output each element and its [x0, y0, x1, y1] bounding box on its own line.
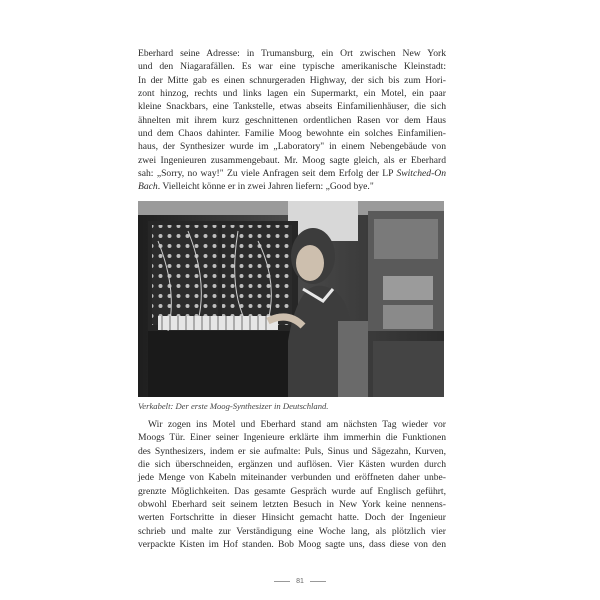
- photo-moog-synthesizer: [138, 201, 444, 397]
- text-line: Moogs Tür. Einer seiner Ingenieure erklärte ihm immerhin die Funktionen: [138, 432, 446, 444]
- book-title-italic: Switched-On: [396, 168, 446, 180]
- text-line: und den Niagarafällen. Es war eine typische amerikanische Kleinstadt:: [138, 61, 446, 73]
- text-line: obwohl Eberhard seit seinem letzten Besuch in New York keine nennens-: [138, 499, 446, 511]
- text-line: kleine Snackbars, eine Tankstelle, etwas abseits Einfamilienhäuser, die sich: [138, 101, 446, 113]
- text-line: verpackte Kisten im Hof standen. Bob Moog sagte uns, dass diese von den: [138, 539, 446, 551]
- text-line: die sich überschneiden, ergänzen und auflösen. Vier Kästen wurden durch: [138, 459, 446, 471]
- text-line: jede Menge von Kabeln miteinander verbunden und eröffneten daher unbe-: [138, 472, 446, 484]
- text-line: zwei Ingenieuren zusammengebaut. Mr. Moog sagte gleich, als er Eberhard: [138, 154, 446, 166]
- page-number-footer: [0, 578, 600, 585]
- text-line: ähnelten mit ihrem kurz geschnittenen ordentlichen Rasen vor dem Haus: [138, 114, 446, 126]
- text-line: werten Fortschritte in dieser Hinsicht gemacht hatte. Doch der Ingenieur: [138, 512, 446, 524]
- text-line: grenzte Möglichkeiten. Das gesamte Gespräch wurde auf Englisch geführt,: [138, 485, 446, 497]
- text-line: Eberhard seine Adresse: in Trumansburg, ein Ort zwischen New York: [138, 48, 446, 59]
- rule-left: [274, 581, 290, 582]
- body-paragraph-1: [138, 47, 446, 194]
- text-line: des Synthesizers, indem er sie aufmalte: Puls, Sinus und Sägezahn, Kurven,: [138, 445, 446, 457]
- text-line: und dem Chaos dahinter. Familie Moog bewohnte ein solches Einfamilien-: [138, 128, 446, 140]
- text-line: Bach. Vielleicht könne er in zwei Jahren liefern: „Good bye.": [138, 181, 374, 193]
- text-line: sah: „Sorry, no way!" Zu viele Anfragen seit dem Erfolg der LP Switched-On: [138, 168, 446, 180]
- text-line: In der Mitte gab es einen schnurgeraden Highway, der sich bis zum Hori-: [138, 74, 446, 86]
- text-line: zont hinzog, rechts und links lagen ein Supermarkt, ein Motel, ein paar: [138, 88, 446, 100]
- page-number: 81: [296, 578, 304, 585]
- photo-illustration: [138, 201, 444, 397]
- text-line: Wir zogen ins Motel und Eberhard stand am nächsten Tag wieder vor: [148, 419, 446, 430]
- text-line: haus, der Synthesizer wurde im „Laboratory" in einem Nebengebäude von: [138, 141, 446, 153]
- book-title-italic: Bach: [138, 181, 158, 193]
- photo-caption: Verkabelt: Der erste Moog-Synthesizer in Deutschland.: [138, 401, 329, 411]
- text-line: schrieb und malte zur Verständigung eine Woche lang, als plötzlich vier: [138, 525, 446, 537]
- body-paragraph-2: [138, 418, 446, 551]
- rule-right: [310, 581, 326, 582]
